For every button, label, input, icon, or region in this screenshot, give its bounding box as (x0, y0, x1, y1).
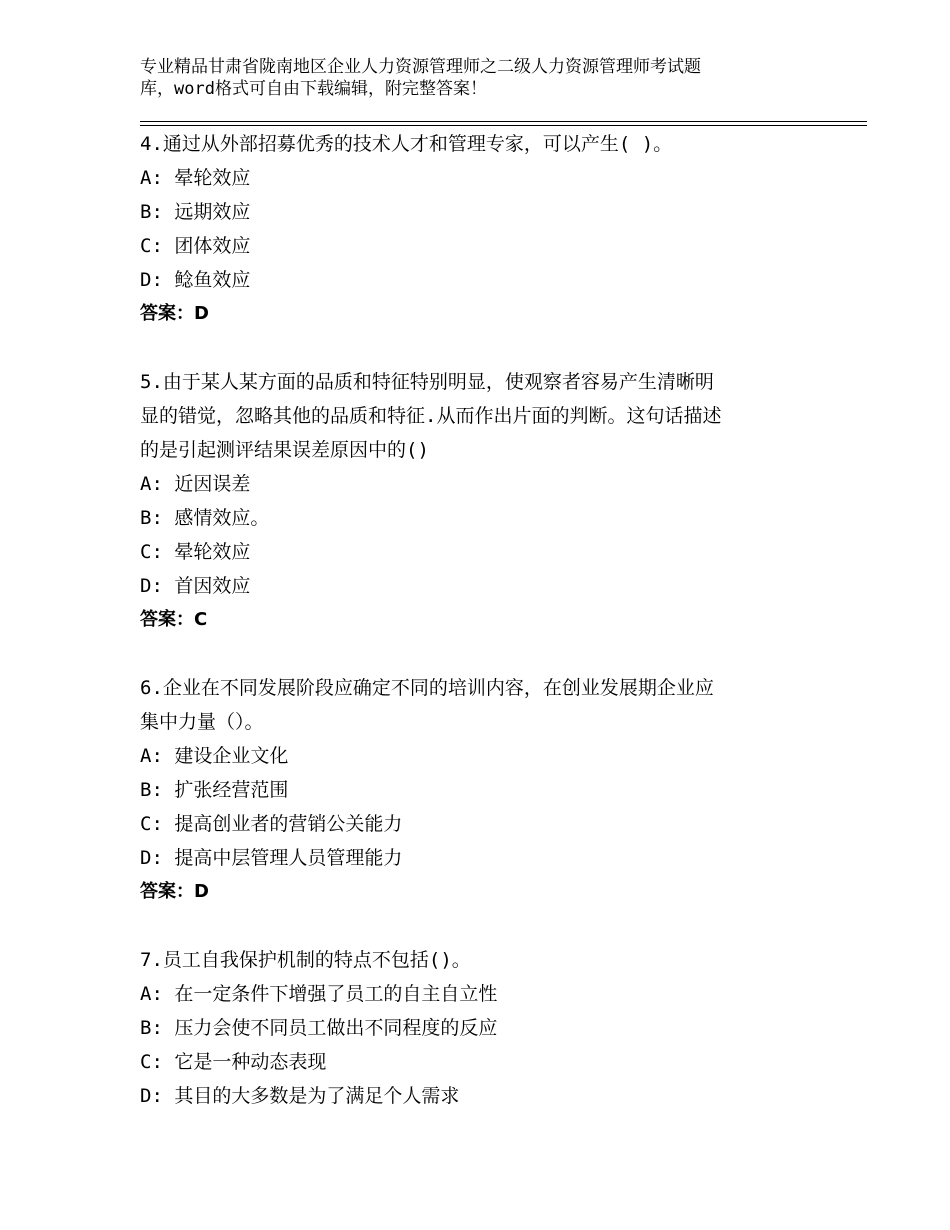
question-text: 7.员工自我保护机制的特点不包括()。 (140, 949, 471, 971)
question-4 (140, 127, 840, 331)
option-c: C: 它是一种动态表现 (140, 1051, 327, 1073)
option-a: A: 近因误差 (140, 473, 251, 495)
header-divider-top (140, 121, 867, 122)
header-divider-bottom (140, 125, 867, 126)
question-text: 4.通过从外部招募优秀的技术人才和管理专家，可以产生( )。 (140, 133, 673, 155)
header-title-line-1: 专业精品甘肃省陇南地区企业人力资源管理师之二级人力资源管理师考试题 (140, 57, 701, 77)
answer-label: 答案：D (140, 303, 209, 324)
option-d: D: 首因效应 (140, 575, 251, 597)
option-b: B: 远期效应 (140, 201, 251, 223)
question-6 (140, 671, 840, 909)
option-d: D: 提高中层管理人员管理能力 (140, 847, 403, 869)
question-7 (140, 943, 840, 1113)
option-c: C: 提高创业者的营销公关能力 (140, 813, 403, 835)
option-a: A: 晕轮效应 (140, 167, 251, 189)
option-a: A: 在一定条件下增强了员工的自主自立性 (140, 983, 498, 1005)
question-text: 的是引起测评结果误差原因中的() (140, 439, 429, 461)
question-text: 5.由于某人某方面的品质和特征特别明显，使观察者容易产生清晰明 (140, 371, 714, 393)
question-list (140, 127, 840, 1147)
option-d: D: 鲶鱼效应 (140, 269, 251, 291)
question-text: 集中力量（）。 (140, 711, 264, 733)
question-text: 6.企业在不同发展阶段应确定不同的培训内容，在创业发展期企业应 (140, 677, 714, 699)
option-b: B: 感情效应。 (140, 507, 270, 529)
header-title-line-2: 库，word格式可自由下载编辑，附完整答案！ (140, 79, 487, 99)
answer-label: 答案：C (140, 609, 208, 630)
option-b: B: 扩张经营范围 (140, 779, 289, 801)
document-header (140, 56, 800, 100)
option-d: D: 其目的大多数是为了满足个人需求 (140, 1085, 460, 1107)
question-5 (140, 365, 840, 637)
option-b: B: 压力会使不同员工做出不同程度的反应 (140, 1017, 498, 1039)
option-c: C: 晕轮效应 (140, 541, 251, 563)
answer-label: 答案：D (140, 881, 209, 902)
option-a: A: 建设企业文化 (140, 745, 289, 767)
question-text: 显的错觉，忽略其他的品质和特征.从而作出片面的判断。这句话描述 (140, 405, 722, 427)
option-c: C: 团体效应 (140, 235, 251, 257)
